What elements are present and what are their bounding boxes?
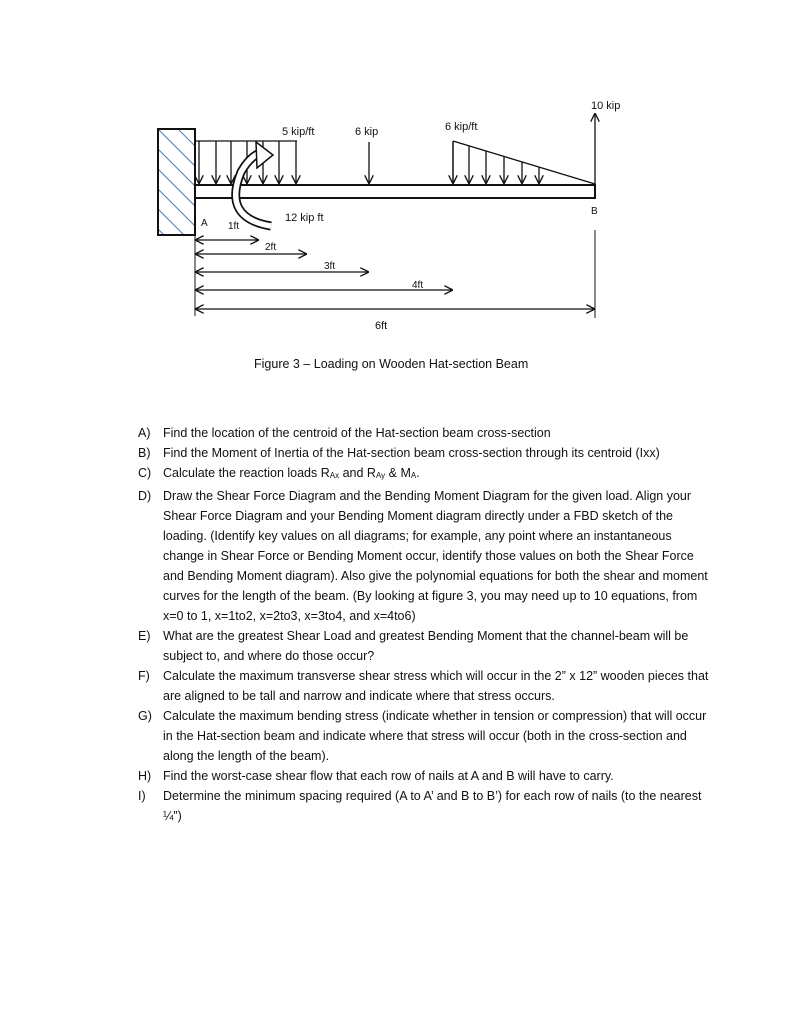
label-point-b: B bbox=[591, 206, 598, 217]
beam bbox=[195, 185, 595, 198]
question-text: Determine the minimum spacing required (A to A’ and B to B’) for each row of nails (to the nearest ¼”) bbox=[163, 789, 702, 823]
label-dim-6ft: 6ft bbox=[375, 320, 388, 332]
label-dim-2ft: 2ft bbox=[265, 242, 277, 253]
label-10kip: 10 kip bbox=[591, 100, 621, 112]
label-6kip: 6 kip bbox=[355, 126, 379, 138]
question-label: H) bbox=[138, 769, 152, 783]
fixed-wall-support bbox=[138, 101, 227, 286]
label-dim-3ft: 3ft bbox=[324, 261, 336, 272]
question-text: Find the location of the centroid of the Hat-section beam cross-section bbox=[163, 426, 551, 440]
question-text: Find the Moment of Inertia of the Hat-section beam cross-section through its centroid (Ixx) bbox=[163, 446, 660, 460]
question-text: Calculate the reaction loads $R_{Ax}$ and $R_{Ay}$ & $M_A$. bbox=[163, 466, 420, 480]
loading-figure bbox=[0, 0, 791, 350]
question-label: F) bbox=[138, 669, 150, 683]
question-label: G) bbox=[138, 709, 152, 723]
question-label: I) bbox=[138, 789, 146, 803]
question-g bbox=[138, 706, 713, 766]
question-label: A) bbox=[138, 426, 151, 440]
question-label: E) bbox=[138, 629, 151, 643]
question-label: B) bbox=[138, 446, 151, 460]
triangular-distributed-load bbox=[453, 141, 595, 184]
question-f bbox=[138, 666, 713, 706]
question-label: D) bbox=[138, 489, 152, 503]
label-moment: 12 kip ft bbox=[285, 212, 324, 224]
question-d bbox=[138, 486, 713, 626]
label-5kipft: 5 kip/ft bbox=[282, 126, 315, 138]
question-i bbox=[138, 786, 713, 826]
question-b bbox=[138, 443, 713, 463]
label-dim-4ft: 4ft bbox=[412, 280, 424, 291]
question-text: Draw the Shear Force Diagram and the Bending Moment Diagram for the given load. Align your Shear Force Diagram and your Bending Moment diagram directly under a FBD sketch of the loading. (Identify key values on all diagrams; for example, any point where an instantaneous change in Shear Force or Bending Moment occur, identify those values on both the Shear Force and Bending Moment diagram). Also give the polynomial equations for both the shear and moment curves for the length of the beam. (By looking at figure 3, you may need up to 10 equations, from x=0 to 1, x=1to2, x=2to3, x=3to4, and x=4to6) bbox=[163, 489, 708, 623]
question-e bbox=[138, 626, 713, 666]
question-label: C) bbox=[138, 466, 152, 480]
label-6kipft: 6 kip/ft bbox=[445, 121, 478, 133]
question-text: Find the worst-case shear flow that each row of nails at A and B will have to carry. bbox=[163, 769, 614, 783]
question-a bbox=[138, 423, 713, 443]
question-list bbox=[138, 423, 713, 826]
figure-caption: Figure 3 – Loading on Wooden Hat-section Beam bbox=[254, 357, 529, 371]
label-point-a: A bbox=[201, 218, 208, 229]
question-text: What are the greatest Shear Load and greatest Bending Moment that the channel-beam will be subject to, and where do those occur? bbox=[163, 629, 689, 663]
question-text: Calculate the maximum transverse shear stress which will occur in the 2” x 12” wooden pieces that are aligned to be tall and narrow and indicate where that stress occurs. bbox=[163, 669, 709, 703]
dimension-lines bbox=[196, 240, 594, 309]
question-c bbox=[138, 463, 713, 486]
question-text: Calculate the maximum bending stress (indicate whether in tension or compression) that will occur in the Hat-section beam and indicate where that stress will occur (both in the cross-section and along the length of the beam). bbox=[163, 709, 707, 763]
label-dim-1ft: 1ft bbox=[228, 221, 240, 232]
question-h bbox=[138, 766, 713, 786]
